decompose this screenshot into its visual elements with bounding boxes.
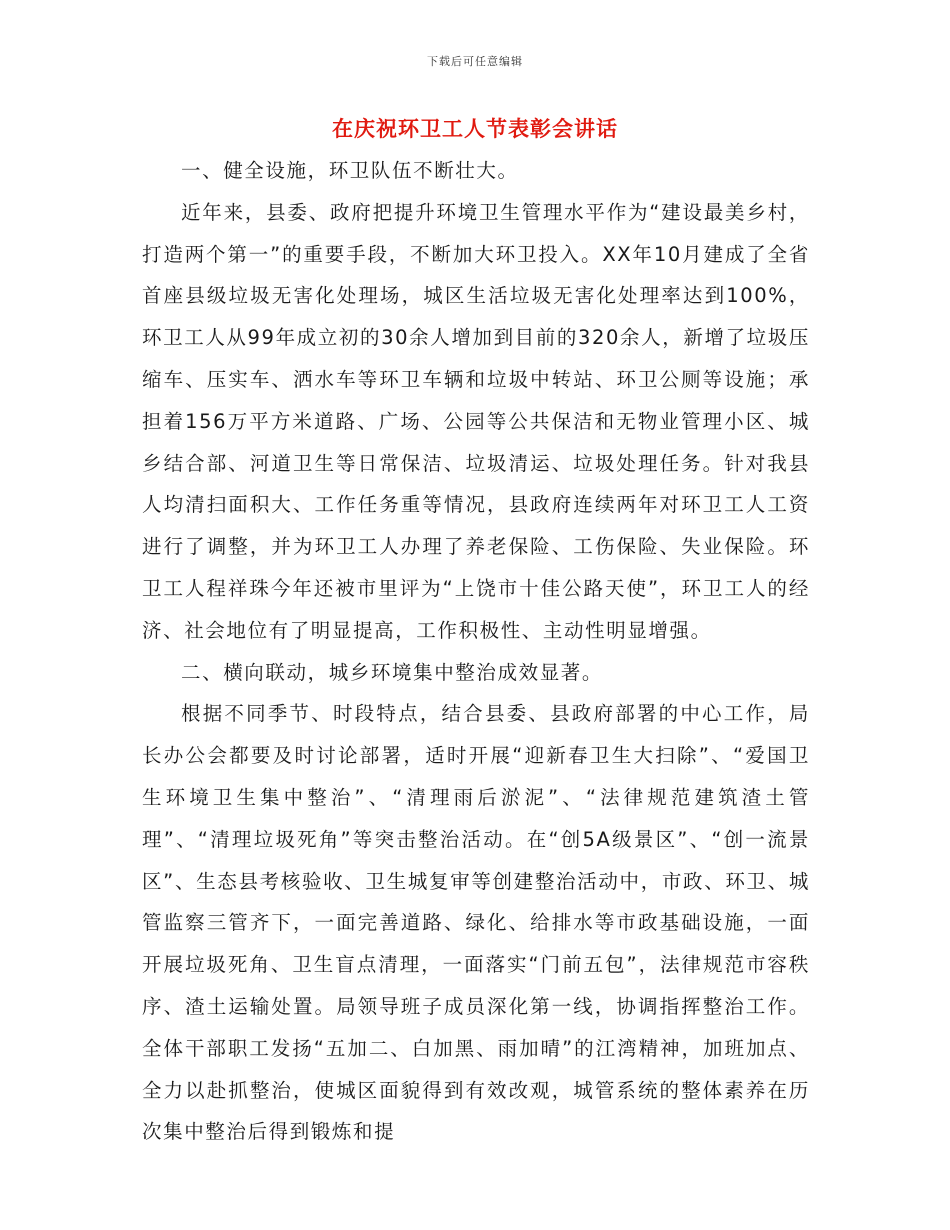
body-paragraph-2: 根据不同季节、时段特点，结合县委、县政府部署的中心工作，局长办公会都要及时讨论部署，适时开展“迎新春卫生大扫除”、“爱国卫生环境卫生集中整治”、“清理雨后淤泥”、“法律规范建筑渣土管理”、“清理垃圾死角”等突击整治活动。在“创5A级景区”、“创一流景区”、生态县考核验收、卫生城复审等创建整治活动中，市政、环卫、城管监察三管齐下，一面完善道路、绿化、给排水等市政基础设施，一面开展垃圾死角、卫生盲点清理，一面落实“门前五包”，法律规范市容秩序、渣土运输处置。局领导班子成员深化第一线，协调指挥整治工作。全体干部职工发扬“五加二、白加黑、雨加晴”的江湾精神，加班加点、全力以赴抓整治，使城区面貌得到有效改观，城管系统的整体素养在历次集中整治后得到锻炼和提 <box>142 702 810 1144</box>
section-heading-2: 二、横向联动，城乡环境集中整治成效显著。 <box>181 660 604 684</box>
document-title: 在庆祝环卫工人节表彰会讲话 <box>332 117 618 141</box>
page-header-note: 下载后可任意编辑 <box>427 55 523 68</box>
document-body <box>142 150 810 1153</box>
body-paragraph-1: 近年来，县委、政府把提升环境卫生管理水平作为“建设最美乡村，打造两个第一”的重要手段，不断加大环卫投入。XX年10月建成了全省首座县级垃圾无害化处理场，城区生活垃圾无害化处理率达到100%，环卫工人从99年成立初的30余人增加到目前的320余人，新增了垃圾压缩车、压实车、洒水车等环卫车辆和垃圾中转站、环卫公厕等设施；承担着156万平方米道路、广场、公园等公共保洁和无物业管理小区、城乡结合部、河道卫生等日常保洁、垃圾清运、垃圾处理任务。针对我县人均清扫面积大、工作任务重等情况，县政府连续两年对环卫工人工资进行了调整，并为环卫工人办理了养老保险、工伤保险、失业保险。环卫工人程祥珠今年还被市里评为“上饶市十佳公路天使”，环卫工人的经济、社会地位有了明显提高，工作积极性、主动性明显增强。 <box>142 200 810 642</box>
section-heading-1: 一、健全设施，环卫队伍不断壮大。 <box>181 159 519 182</box>
